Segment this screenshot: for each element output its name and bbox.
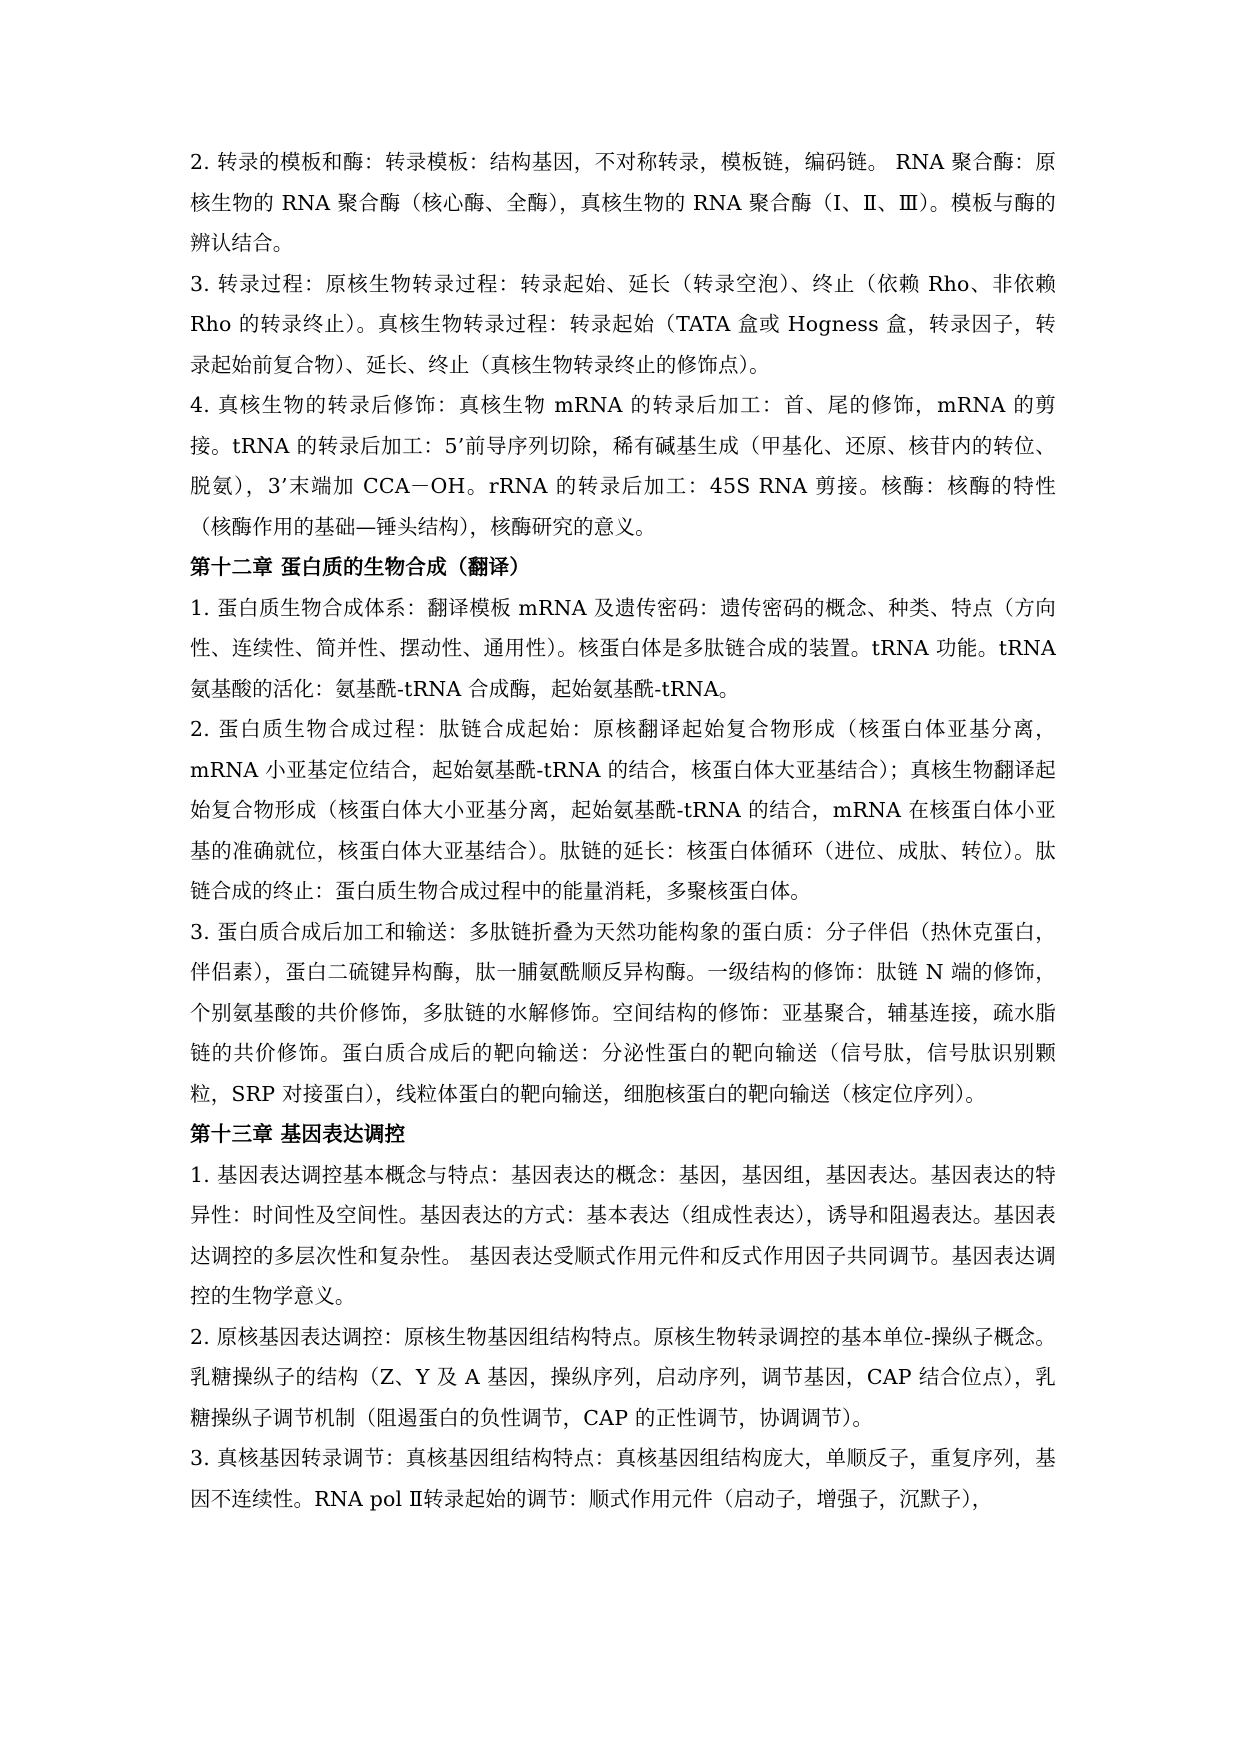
- chapter-12-heading: 第十二章 蛋白质的生物合成（翻译）: [190, 555, 531, 579]
- paragraph-transcription-process: 3. 转录过程：原核生物转录过程：转录起始、延长（转录空泡）、终止（依赖 Rho、非依赖 Rho 的转录终止）。真核生物转录过程：转录起始（TATA 盒或 Hogness 盒，转录因子，转录起始前复合物）、延长、终止（真核生物转录终止的修饰点）。: [190, 271, 1056, 377]
- paragraph-transcription-template-enzyme: 2. 转录的模板和酶：转录模板：结构基因，不对称转录，模板链，编码链。 RNA 聚合酶：原核生物的 RNA 聚合酶（核心酶、全酶），真核生物的 RNA 聚合酶（Ⅰ、Ⅱ、Ⅲ）。模板与酶的辨认结合。: [190, 150, 1056, 255]
- paragraph-post-translational-processing: 3. 蛋白质合成后加工和输送：多肽链折叠为天然功能构象的蛋白质：分子伴侣（热休克蛋白，伴侣素），蛋白二硫键异构酶，肽一脯氨酰顺反异构酶。一级结构的修饰：肽链 N 端的修饰，个别氨基酸的共价修饰，多肽链的水解修饰。空间结构的修饰：亚基聚合，辅基连接，疏水脂链的共价修饰。蛋白质合成后的靶向输送：分泌性蛋白的靶向输送（信号肽，信号肽识别颗粒，SRP 对接蛋白），线粒体蛋白的靶向输送，细胞核蛋白的靶向输送（核定位序列）。: [190, 919, 1056, 1106]
- paragraph-prokaryotic-regulation: 2. 原核基因表达调控：原核生物基因组结构特点。原核生物转录调控的基本单位-操纵子概念。乳糖操纵子的结构（Z、Y 及 A 基因，操纵序列，启动序列，调节基因，CAP 结合位点），乳糖操纵子调节机制（阻遏蛋白的负性调节，CAP 的正性调节，协调调节）。: [190, 1324, 1056, 1430]
- paragraph-eukaryotic-transcription-regulation: 3. 真核基因转录调节：真核基因组结构特点：真核基因组结构庞大，单顺反子，重复序列，基因不连续性。RNA pol Ⅱ转录起始的调节：顺式作用元件（启动子，增强子，沉默子），: [190, 1446, 1056, 1511]
- paragraph-protein-synthesis-system: 1. 蛋白质生物合成体系：翻译模板 mRNA 及遗传密码：遗传密码的概念、种类、特点（方向性、连续性、简并性、摆动性、通用性）。核蛋白体是多肽链合成的装置。tRNA 功能。tRNA 氨基酸的活化：氨基酰-tRNA 合成酶，起始氨基酰-tRNA。: [190, 595, 1056, 701]
- chapter-13-heading: 第十三章 基因表达调控: [190, 1122, 406, 1146]
- paragraph-protein-synthesis-process: 2. 蛋白质生物合成过程：肽链合成起始：原核翻译起始复合物形成（核蛋白体亚基分离，mRNA 小亚基定位结合，起始氨基酰-tRNA 的结合，核蛋白体大亚基结合）；真核生物翻译起始复合物形成（核蛋白体大小亚基分离，起始氨基酰-tRNA 的结合，mRNA 在核蛋白体小亚基的准确就位，核蛋白体大亚基结合）。肽链的延长：核蛋白体循环（进位、成肽、转位）。肽链合成的终止：蛋白质生物合成过程中的能量消耗，多聚核蛋白体。: [190, 717, 1056, 903]
- paragraph-post-transcriptional-modification: 4. 真核生物的转录后修饰：真核生物 mRNA 的转录后加工：首、尾的修饰，mRNA 的剪接。tRNA 的转录后加工：5’前导序列切除，稀有碱基生成（甲基化、还原、核苷内的转位、脱氨），3’末端加 CCA－OH。rRNA 的转录后加工：45S RNA 剪接。核酶：核酶的特性（核酶作用的基础—锤头结构），核酶研究的意义。: [190, 393, 1056, 539]
- paragraph-gene-expression-concepts: 1. 基因表达调控基本概念与特点：基因表达的概念：基因，基因组，基因表达。基因表达的特异性：时间性及空间性。基因表达的方式：基本表达（组成性表达），诱导和阻遏表达。基因表达调控的多层次性和复杂性。 基因表达受顺式作用元件和反式作用因子共同调节。基因表达调控的生物学意义。: [190, 1162, 1056, 1308]
- document-page: [190, 142, 1056, 1519]
